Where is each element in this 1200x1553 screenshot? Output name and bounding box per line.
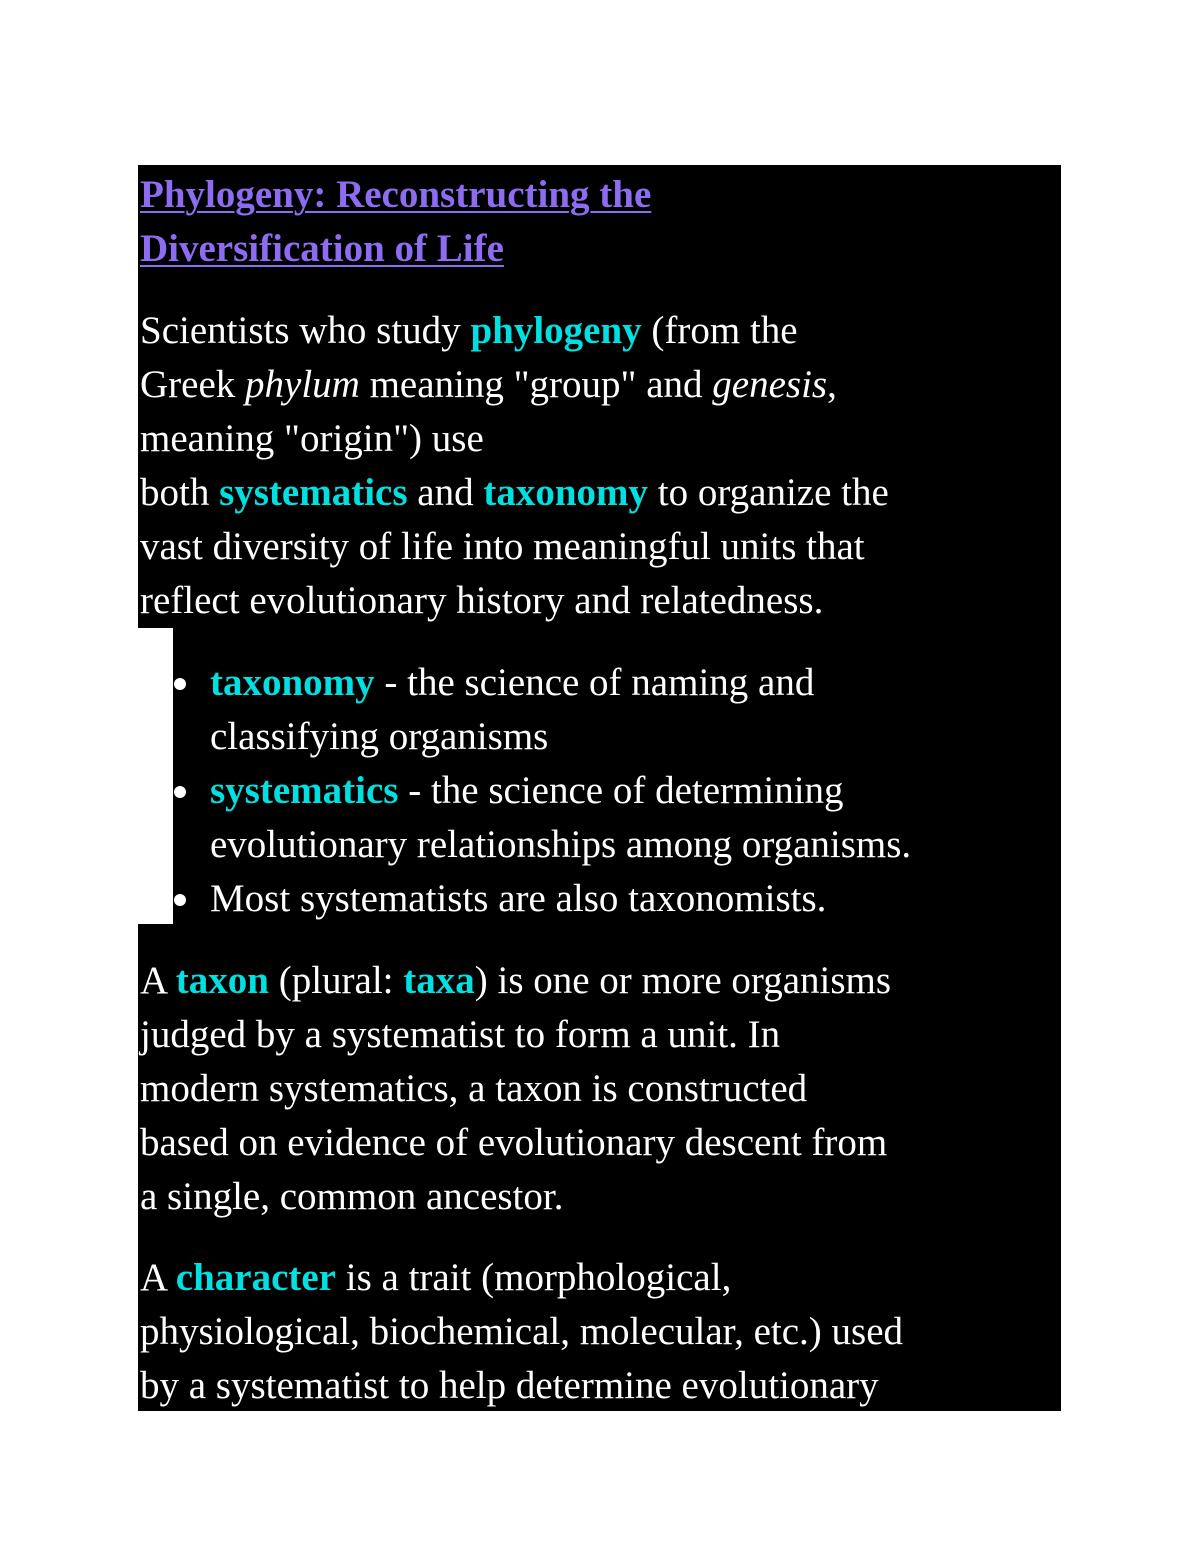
text-run: - the science of determining bbox=[398, 769, 844, 812]
intro-paragraph bbox=[140, 304, 889, 628]
intro-line bbox=[140, 304, 889, 358]
text-run: (from the bbox=[641, 309, 798, 352]
text-run: A bbox=[140, 1256, 176, 1299]
intro-line: vast diversity of life into meaningful units that bbox=[140, 525, 865, 568]
term-character: character bbox=[175, 1256, 336, 1299]
term-genesis-italic: genesis bbox=[712, 363, 828, 406]
page-title[interactable] bbox=[140, 168, 1040, 276]
term-taxa: taxa bbox=[403, 959, 475, 1002]
title-line-1[interactable]: Phylogeny: Reconstructing the bbox=[140, 173, 652, 216]
list-line: evolutionary relationships among organisms. bbox=[210, 823, 912, 866]
taxon-line bbox=[140, 954, 891, 1008]
taxon-line: a single, common ancestor. bbox=[140, 1175, 564, 1218]
character-line: physiological, biochemical, molecular, etc.) used bbox=[140, 1310, 904, 1353]
character-paragraph bbox=[140, 1251, 903, 1413]
text-run: , bbox=[827, 363, 837, 406]
taxon-line: judged by a systematist to form a unit. In bbox=[140, 1013, 781, 1056]
taxon-line: based on evidence of evolutionary descent from bbox=[140, 1121, 888, 1164]
list-item bbox=[140, 656, 911, 764]
text-run: Scientists who study bbox=[140, 309, 471, 352]
text-run: both bbox=[140, 471, 220, 514]
term-phylum-italic: phylum bbox=[245, 363, 360, 406]
list-line: Most systematists are also taxonomists. bbox=[210, 877, 827, 920]
intro-line bbox=[140, 466, 889, 520]
taxon-paragraph bbox=[140, 954, 891, 1224]
term-taxon: taxon bbox=[175, 959, 269, 1002]
bullet-icon bbox=[174, 678, 186, 690]
text-run: - the science of naming and bbox=[374, 661, 815, 704]
term-taxonomy: taxonomy bbox=[210, 661, 375, 704]
intro-line: reflect evolutionary history and relatedness. bbox=[140, 579, 824, 622]
term-systematics: systematics bbox=[219, 471, 408, 514]
intro-line bbox=[140, 358, 889, 412]
list-line bbox=[210, 656, 911, 710]
bullet-icon bbox=[174, 894, 186, 906]
text-run: is a trait (morphological, bbox=[336, 1256, 732, 1299]
text-run: and bbox=[407, 471, 484, 514]
title-block bbox=[140, 168, 1040, 276]
text-run: A bbox=[140, 959, 176, 1002]
term-taxonomy: taxonomy bbox=[483, 471, 649, 514]
list-line: classifying organisms bbox=[210, 715, 549, 758]
text-run: meaning "group" and bbox=[359, 363, 713, 406]
taxon-line: modern systematics, a taxon is constructed bbox=[140, 1067, 808, 1110]
text-run: to organize the bbox=[648, 471, 889, 514]
term-systematics: systematics bbox=[210, 769, 399, 812]
text-run: Greek bbox=[140, 363, 246, 406]
character-line bbox=[140, 1251, 903, 1305]
list-line bbox=[210, 764, 911, 818]
text-run: ) is one or more organisms bbox=[474, 959, 892, 1002]
bullet-icon bbox=[174, 786, 186, 798]
character-line: by a systematist to help determine evolutionary bbox=[140, 1364, 879, 1407]
intro-line: meaning "origin") use bbox=[140, 417, 484, 460]
text-run: (plural: bbox=[268, 959, 404, 1002]
title-line-2[interactable]: Diversification of Life bbox=[140, 227, 504, 270]
list-item bbox=[140, 872, 911, 926]
list-item bbox=[140, 764, 911, 872]
term-phylogeny: phylogeny bbox=[470, 309, 642, 352]
definitions-list bbox=[140, 656, 911, 926]
